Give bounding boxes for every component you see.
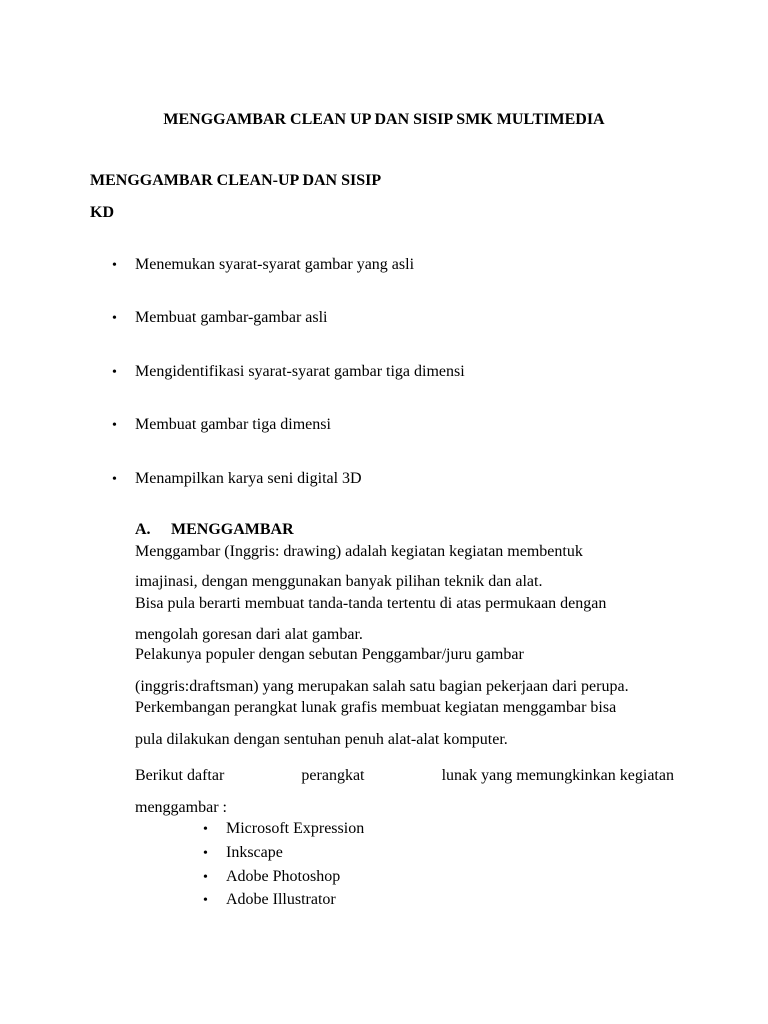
- kd-label: KD: [90, 204, 114, 221]
- bullet-icon: •: [112, 418, 117, 433]
- paragraph-line: Menggambar (Inggris: drawing) adalah kegiatan kegiatan membentuk: [135, 543, 583, 560]
- kd-item-text: Membuat gambar tiga dimensi: [135, 416, 331, 433]
- paragraph-line: Pelakunya populer dengan sebutan Penggambar/juru gambar: [135, 646, 524, 663]
- bullet-icon: •: [112, 472, 117, 487]
- intro-word: Berikut daftar: [135, 767, 225, 784]
- bullet-icon: •: [112, 258, 117, 273]
- kd-item-text: Menampilkan karya seni digital 3D: [135, 470, 362, 487]
- paragraph-line: Perkembangan perangkat lunak grafis membuat kegiatan menggambar bisa: [135, 699, 617, 716]
- paragraph-line: imajinasi, dengan menggunakan banyak pilihan teknik dan alat.: [135, 573, 543, 590]
- section-subtitle: MENGGAMBAR CLEAN-UP DAN SISIP: [90, 172, 382, 189]
- software-name: Microsoft Expression: [226, 820, 365, 837]
- document-title: MENGGAMBAR CLEAN UP DAN SISIP SMK MULTIMEDIA: [163, 111, 605, 128]
- bullet-icon: •: [112, 311, 117, 326]
- paragraph-line: mengolah goresan dari alat gambar.: [135, 626, 363, 643]
- paragraph-line: Bisa pula berarti membuat tanda-tanda tertentu di atas permukaan dengan: [135, 595, 607, 612]
- bullet-icon: •: [203, 822, 208, 837]
- intro-word: perangkat: [301, 767, 365, 784]
- kd-item-text: Membuat gambar-gambar asli: [135, 309, 328, 326]
- bullet-icon: •: [203, 846, 208, 861]
- kd-item-text: Mengidentifikasi syarat-syarat gambar tiga dimensi: [135, 363, 465, 380]
- software-list-intro: [135, 767, 674, 785]
- kd-item-text: Menemukan syarat-syarat gambar yang asli: [135, 256, 415, 273]
- bullet-icon: •: [203, 893, 208, 908]
- bullet-icon: •: [112, 365, 117, 380]
- software-name: Adobe Photoshop: [226, 868, 341, 885]
- intro-word: lunak yang memungkinkan kegiatan: [441, 767, 674, 784]
- section-a-heading: MENGGAMBAR: [171, 521, 294, 538]
- paragraph-line: (inggris:draftsman) yang merupakan salah satu bagian pekerjaan dari perupa.: [135, 678, 629, 695]
- software-name: Inkscape: [226, 844, 283, 861]
- bullet-icon: •: [203, 870, 208, 885]
- software-list-intro-end: menggambar :: [135, 799, 227, 816]
- section-a-marker: A.: [135, 521, 151, 538]
- software-name: Adobe Illustrator: [226, 891, 336, 908]
- paragraph-line: pula dilakukan dengan sentuhan penuh alat-alat komputer.: [135, 731, 508, 748]
